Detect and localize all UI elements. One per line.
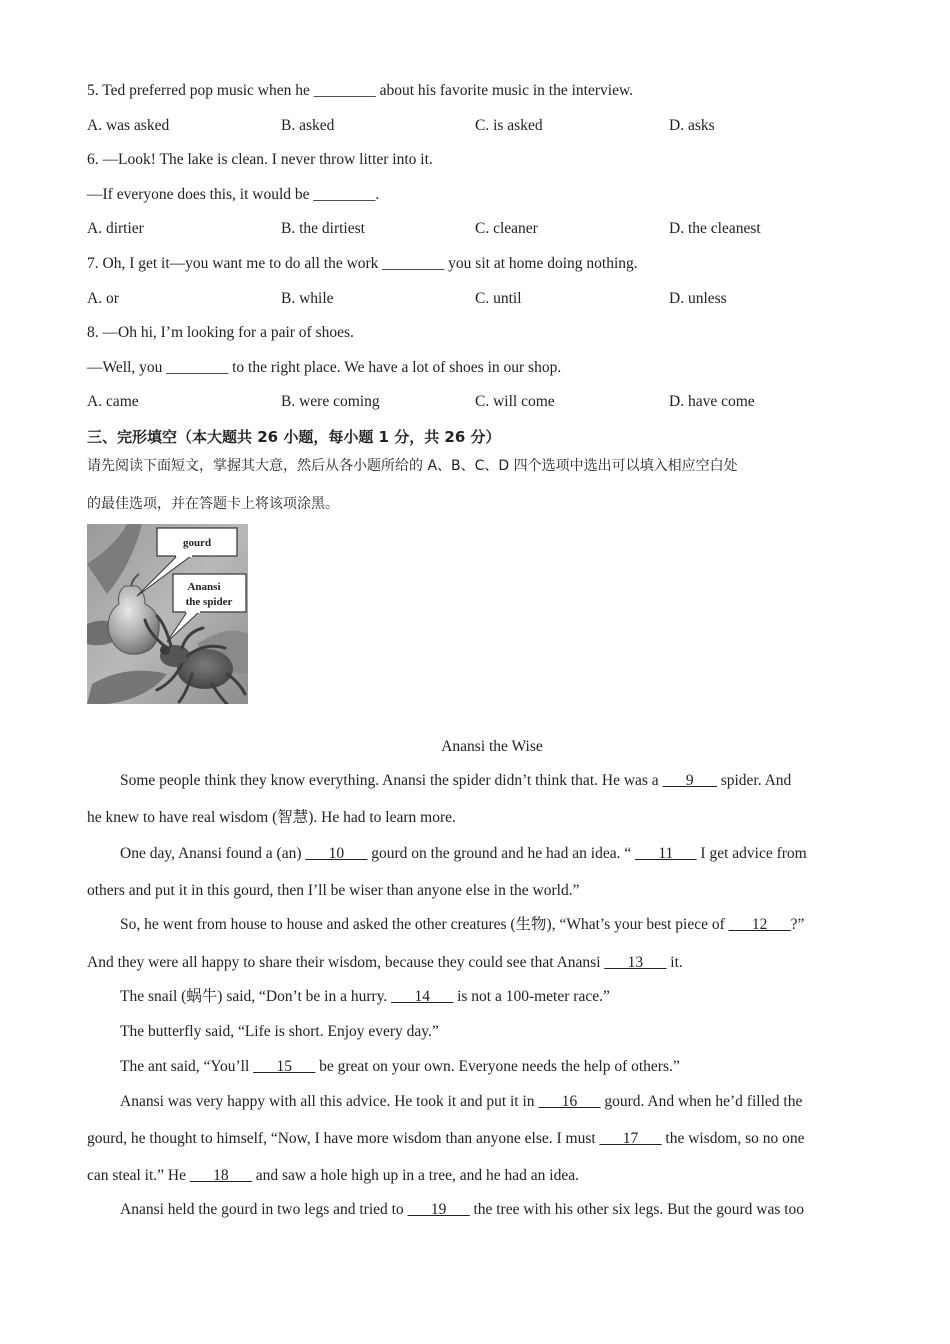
passage-text: I get advice from	[696, 845, 807, 862]
q5-option-c: C. is asked	[475, 117, 543, 134]
passage-line: he knew to have real wisdom (智慧). He had to learn more.	[87, 809, 456, 826]
section-heading: 三、完形填空（本大题共 26 小题，每小题 1 分，共 26 分）	[87, 428, 501, 446]
passage-text: The ant said, “You’ll	[120, 1058, 254, 1075]
passage-text: the tree with his other six legs. But the gourd was too	[469, 1201, 805, 1218]
passage-line	[120, 844, 807, 864]
passage-line	[87, 953, 683, 973]
blank-18: ___18___	[189, 1167, 252, 1184]
passage-text: Anansi held the gourd in two legs and tried to	[120, 1201, 408, 1218]
q6-option-c: C. cleaner	[475, 220, 538, 237]
passage-text: The snail (蜗牛) said, “Don’t be in a hurry.	[120, 988, 392, 1005]
passage-text: gourd. And when he’d filled the	[600, 1093, 803, 1110]
passage-line: others and put it in this gourd, then I’ll be wiser than anyone else in the world.”	[87, 882, 580, 899]
q7-option-b: B. while	[281, 290, 334, 307]
passage-line	[120, 771, 791, 791]
gourd-callout-label: gourd	[182, 537, 212, 549]
q7-option-a: A. or	[87, 290, 119, 307]
blank-12: ___12___	[728, 916, 791, 933]
passage-line	[120, 1092, 802, 1112]
q6-stem-1: 6. —Look! The lake is clean. I never throw litter into it.	[87, 151, 433, 168]
anansi-illustration-art	[87, 524, 248, 704]
passage-text: is not a 100-meter race.”	[453, 988, 610, 1005]
q5-option-a: A. was asked	[87, 117, 170, 134]
q8-stem-2: —Well, you ________ to the right place. We have a lot of shoes in our shop.	[87, 359, 562, 376]
passage-line	[120, 915, 804, 935]
blank-16: ___16___	[538, 1093, 601, 1110]
q8-stem-1: 8. —Oh hi, I’m looking for a pair of shoes.	[87, 324, 354, 341]
passage-line	[87, 1129, 804, 1149]
passage-text: Some people think they know everything. Anansi the spider didn’t think that. He was a	[120, 772, 663, 789]
q5-option-b: B. asked	[281, 117, 335, 134]
section-instructions-1: 请先阅读下面短文，掌握其大意，然后从各小题所给的 A、B、C、D 四个选项中选出可以填入相应空白处	[87, 458, 738, 474]
passage-text: it.	[666, 954, 683, 971]
anansi-callout-label-2: the spider	[185, 596, 233, 608]
passage-text: gourd, he thought to himself, “Now, I have more wisdom than anyone else. I must	[87, 1130, 600, 1147]
passage-text: So, he went from house to house and asked the other creatures (生物), “What’s your best piece of	[120, 916, 729, 933]
anansi-callout-label-1: Anansi	[187, 581, 221, 593]
q6-option-d: D. the cleanest	[669, 220, 761, 237]
passage-text: and saw a hole high up in a tree, and he had an idea.	[251, 1167, 579, 1184]
q5-stem: 5. Ted preferred pop music when he ________ about his favorite music in the interview.	[87, 82, 634, 99]
q5-option-d: D. asks	[669, 117, 715, 134]
passage-line	[87, 1166, 579, 1186]
passage-text: be great on your own. Everyone needs the help of others.”	[315, 1058, 680, 1075]
q7-option-c: C. until	[475, 290, 522, 307]
passage-text: gourd on the ground and he had an idea. “	[367, 845, 636, 862]
passage-text: And they were all happy to share their wisdom, because they could see that Anansi	[87, 954, 605, 971]
q8-option-d: D. have come	[669, 393, 755, 410]
passage-line	[120, 1200, 804, 1220]
passage-text: One day, Anansi found a (an)	[120, 845, 306, 862]
q7-option-d: D. unless	[669, 290, 727, 307]
passage-line: The butterfly said, “Life is short. Enjoy every day.”	[120, 1023, 439, 1040]
q8-option-c: C. will come	[475, 393, 555, 410]
passage-line	[120, 1057, 680, 1077]
section-instructions-2: 的最佳选项，并在答题卡上将该项涂黑。	[87, 496, 339, 512]
passage-text: the wisdom, so no one	[661, 1130, 805, 1147]
q8-option-a: A. came	[87, 393, 139, 410]
blank-13: ___13___	[604, 954, 667, 971]
blank-9: ___9___	[662, 772, 717, 789]
passage-text: can steal it.” He	[87, 1167, 190, 1184]
blank-14: ___14___	[391, 988, 454, 1005]
passage-title: Anansi the Wise	[441, 738, 543, 755]
blank-11: ___11___	[635, 845, 697, 862]
q7-stem: 7. Oh, I get it—you want me to do all the work ________ you sit at home doing nothing.	[87, 255, 638, 272]
blank-19: ___19___	[407, 1201, 470, 1218]
passage-line	[120, 987, 610, 1007]
q6-option-a: A. dirtier	[87, 220, 144, 237]
q6-stem-2: —If everyone does this, it would be ________.	[87, 186, 380, 203]
passage-text: spider. And	[716, 772, 792, 789]
anansi-illustration	[87, 524, 248, 704]
q6-option-b: B. the dirtiest	[281, 220, 365, 237]
q8-option-b: B. were coming	[281, 393, 380, 410]
blank-10: ___10___	[305, 845, 368, 862]
passage-text: Anansi was very happy with all this advice. He took it and put it in	[120, 1093, 539, 1110]
blank-17: ___17___	[599, 1130, 662, 1147]
passage-text: ?”	[790, 916, 805, 933]
blank-15: ___15___	[253, 1058, 316, 1075]
